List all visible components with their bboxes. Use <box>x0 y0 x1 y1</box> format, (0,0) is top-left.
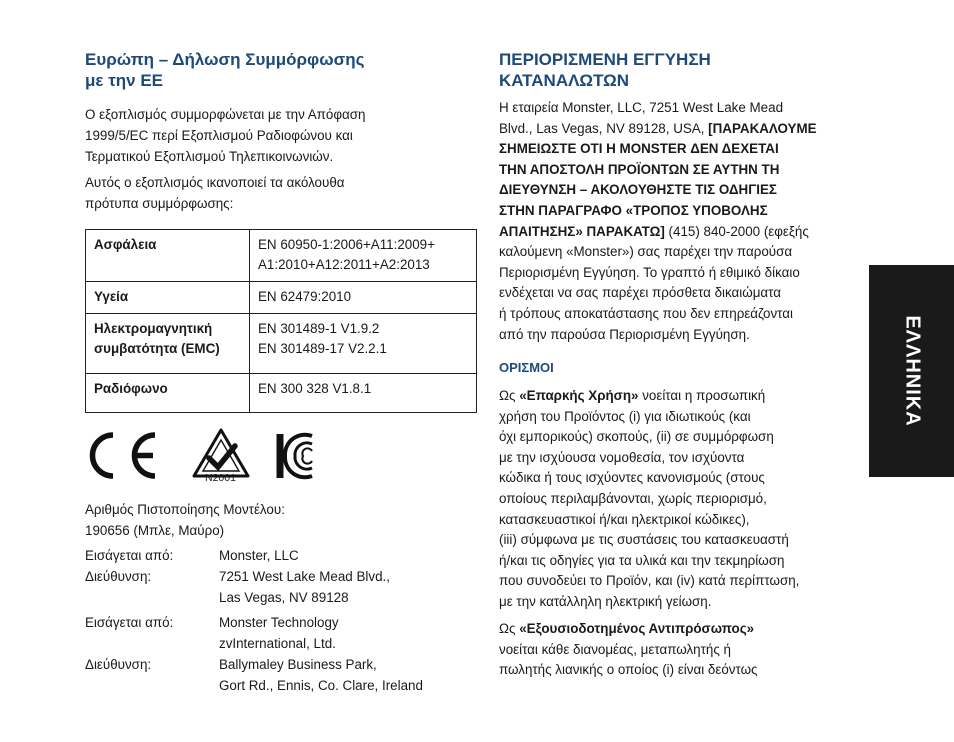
table-value: EN 60950-1:2006+A11:2009+ A1:2010+A12:2011+A2:2013 <box>250 230 477 282</box>
table-row <box>86 374 477 413</box>
table-value: EN 62479:2010 <box>250 282 477 314</box>
kc-mark-icon <box>280 434 312 478</box>
rcm-mark-icon <box>194 430 248 476</box>
standards-table <box>85 229 477 413</box>
table-key: Ηλεκτρομαγνητική συμβατότητα (EMC) <box>86 314 250 374</box>
definitions-heading: ΟΡΙΣΜΟΙ <box>499 360 554 375</box>
table-value: EN 300 328 V1.8.1 <box>250 374 477 413</box>
compliance-paragraph: Ο εξοπλισμός συμμορφώνεται με την Απόφαση 1999/5/EC περί Εξοπλισμού Ραδιοφώνου και Τερματικού Εξοπλισμού Τηλεπικοινωνιών. <box>85 107 366 164</box>
language-tab-label: ΕΛΛΗΝΙΚΑ <box>901 315 923 427</box>
table-row <box>86 314 477 374</box>
language-tab <box>869 265 954 477</box>
model-certification: Αριθμός Πιστοποίησης Μοντέλου: 190656 (Μπλε, Μαύρο) <box>85 502 285 538</box>
table-key: Υγεία <box>86 282 250 314</box>
warranty-intro: Η εταιρεία Monster, LLC, 7251 West Lake Mead Blvd., Las Vegas, NV 89128, USA, [ΠΑΡΑΚΑΛΟΥΜΕ ΣΗΜΕΙΩΣΤΕ ΟΤΙ Η MONSTER ΔΕΝ ΔΕΧΕΤΑΙ ΤΗΝ ΑΠΟΣΤΟΛΗ ΠΡΟΪΟΝΤΩΝ ΣΕ ΑΥΤΗΝ ΤΗ ΔΙΕΥΘΥΝΣΗ – ΑΚΟΛΟΥΘΗΣΤΕ ΤΙΣ ΟΔΗΓΙΕΣ ΣΤΗΝ ΠΑΡΑΓΡΑΦΟ «ΤΡΟΠΟΣ ΥΠΟΒΟΛΗΣ ΑΠΑΙΤΗΣΗΣ» ΠΑΡΑΚΑΤΩ] (415) 840-2000 (εφεξής καλούμενη «Monster») σας παρέχει την παρούσα Περιορισμένη Εγγύηση. Το γραπτό ή εθιμικό δίκαιο ενδέχεται να σας παρέχει πρόσθετα δικαιώματα ή τρόπους αποκατάστασης που δεν επηρεάζονται από την παρούσα Περιορισμένη Εγγύηση. <box>499 100 817 342</box>
eu-declaration-title: Ευρώπη – Δήλωση Συμμόρφωσης με την ΕΕ <box>85 50 365 90</box>
definition-adequate-use: Ως «Επαρκής Χρήση» νοείται η προσωπική χρήση του Προϊόντος (i) για ιδιωτικούς (και όχι εμπορικούς) σκοπούς, (ii) σε συμμόρφωση με την ισχύουσα νομοθεσία, τον ισχύοντα κώδικα ή τους ισχύοντες κανονισμούς (στους οποίους περιλαμβάνονται, χωρίς περιορισμό, κατασκευαστικοί ή/και ηλεκτρικοί κώδικες), (iii) σύμφωνα με τις συστάσεις του κατασκευαστή ή/και τις οδηγίες για τα υλικά και την τεκμηρίωση που συνοδεύει το Προϊόν, και (iv) κατά περίπτωση, με την κατάλληλη ηλεκτρική γείωση. <box>499 388 800 609</box>
table-value: EN 301489-1 V1.9.2 EN 301489-17 V2.2.1 <box>250 314 477 374</box>
standards-intro: Αυτός ο εξοπλισμός ικανοποιεί τα ακόλουθα πρότυπα συμμόρφωσης: <box>85 175 345 211</box>
table-key: Ασφάλεια <box>86 230 250 282</box>
certification-logos <box>85 426 345 490</box>
table-row <box>86 282 477 314</box>
ce-mark-icon <box>92 435 155 476</box>
rcm-code: N2001 <box>205 472 236 484</box>
warranty-title: ΠΕΡΙΟΡΙΣΜΕΝΗ ΕΓΓΥΗΣΗ ΚΑΤΑΝΑΛΩΤΩΝ <box>499 50 711 90</box>
table-row <box>86 230 477 282</box>
table-key: Ραδιόφωνο <box>86 374 250 413</box>
definition-authorized-rep: Ως «Εξουσιοδοτημένος Αντιπρόσωπος» νοείται κάθε διανομέας, μεταπωλητής ή πωλητής λιανικής ο οποίος (i) είναι δεόντως <box>499 621 758 678</box>
